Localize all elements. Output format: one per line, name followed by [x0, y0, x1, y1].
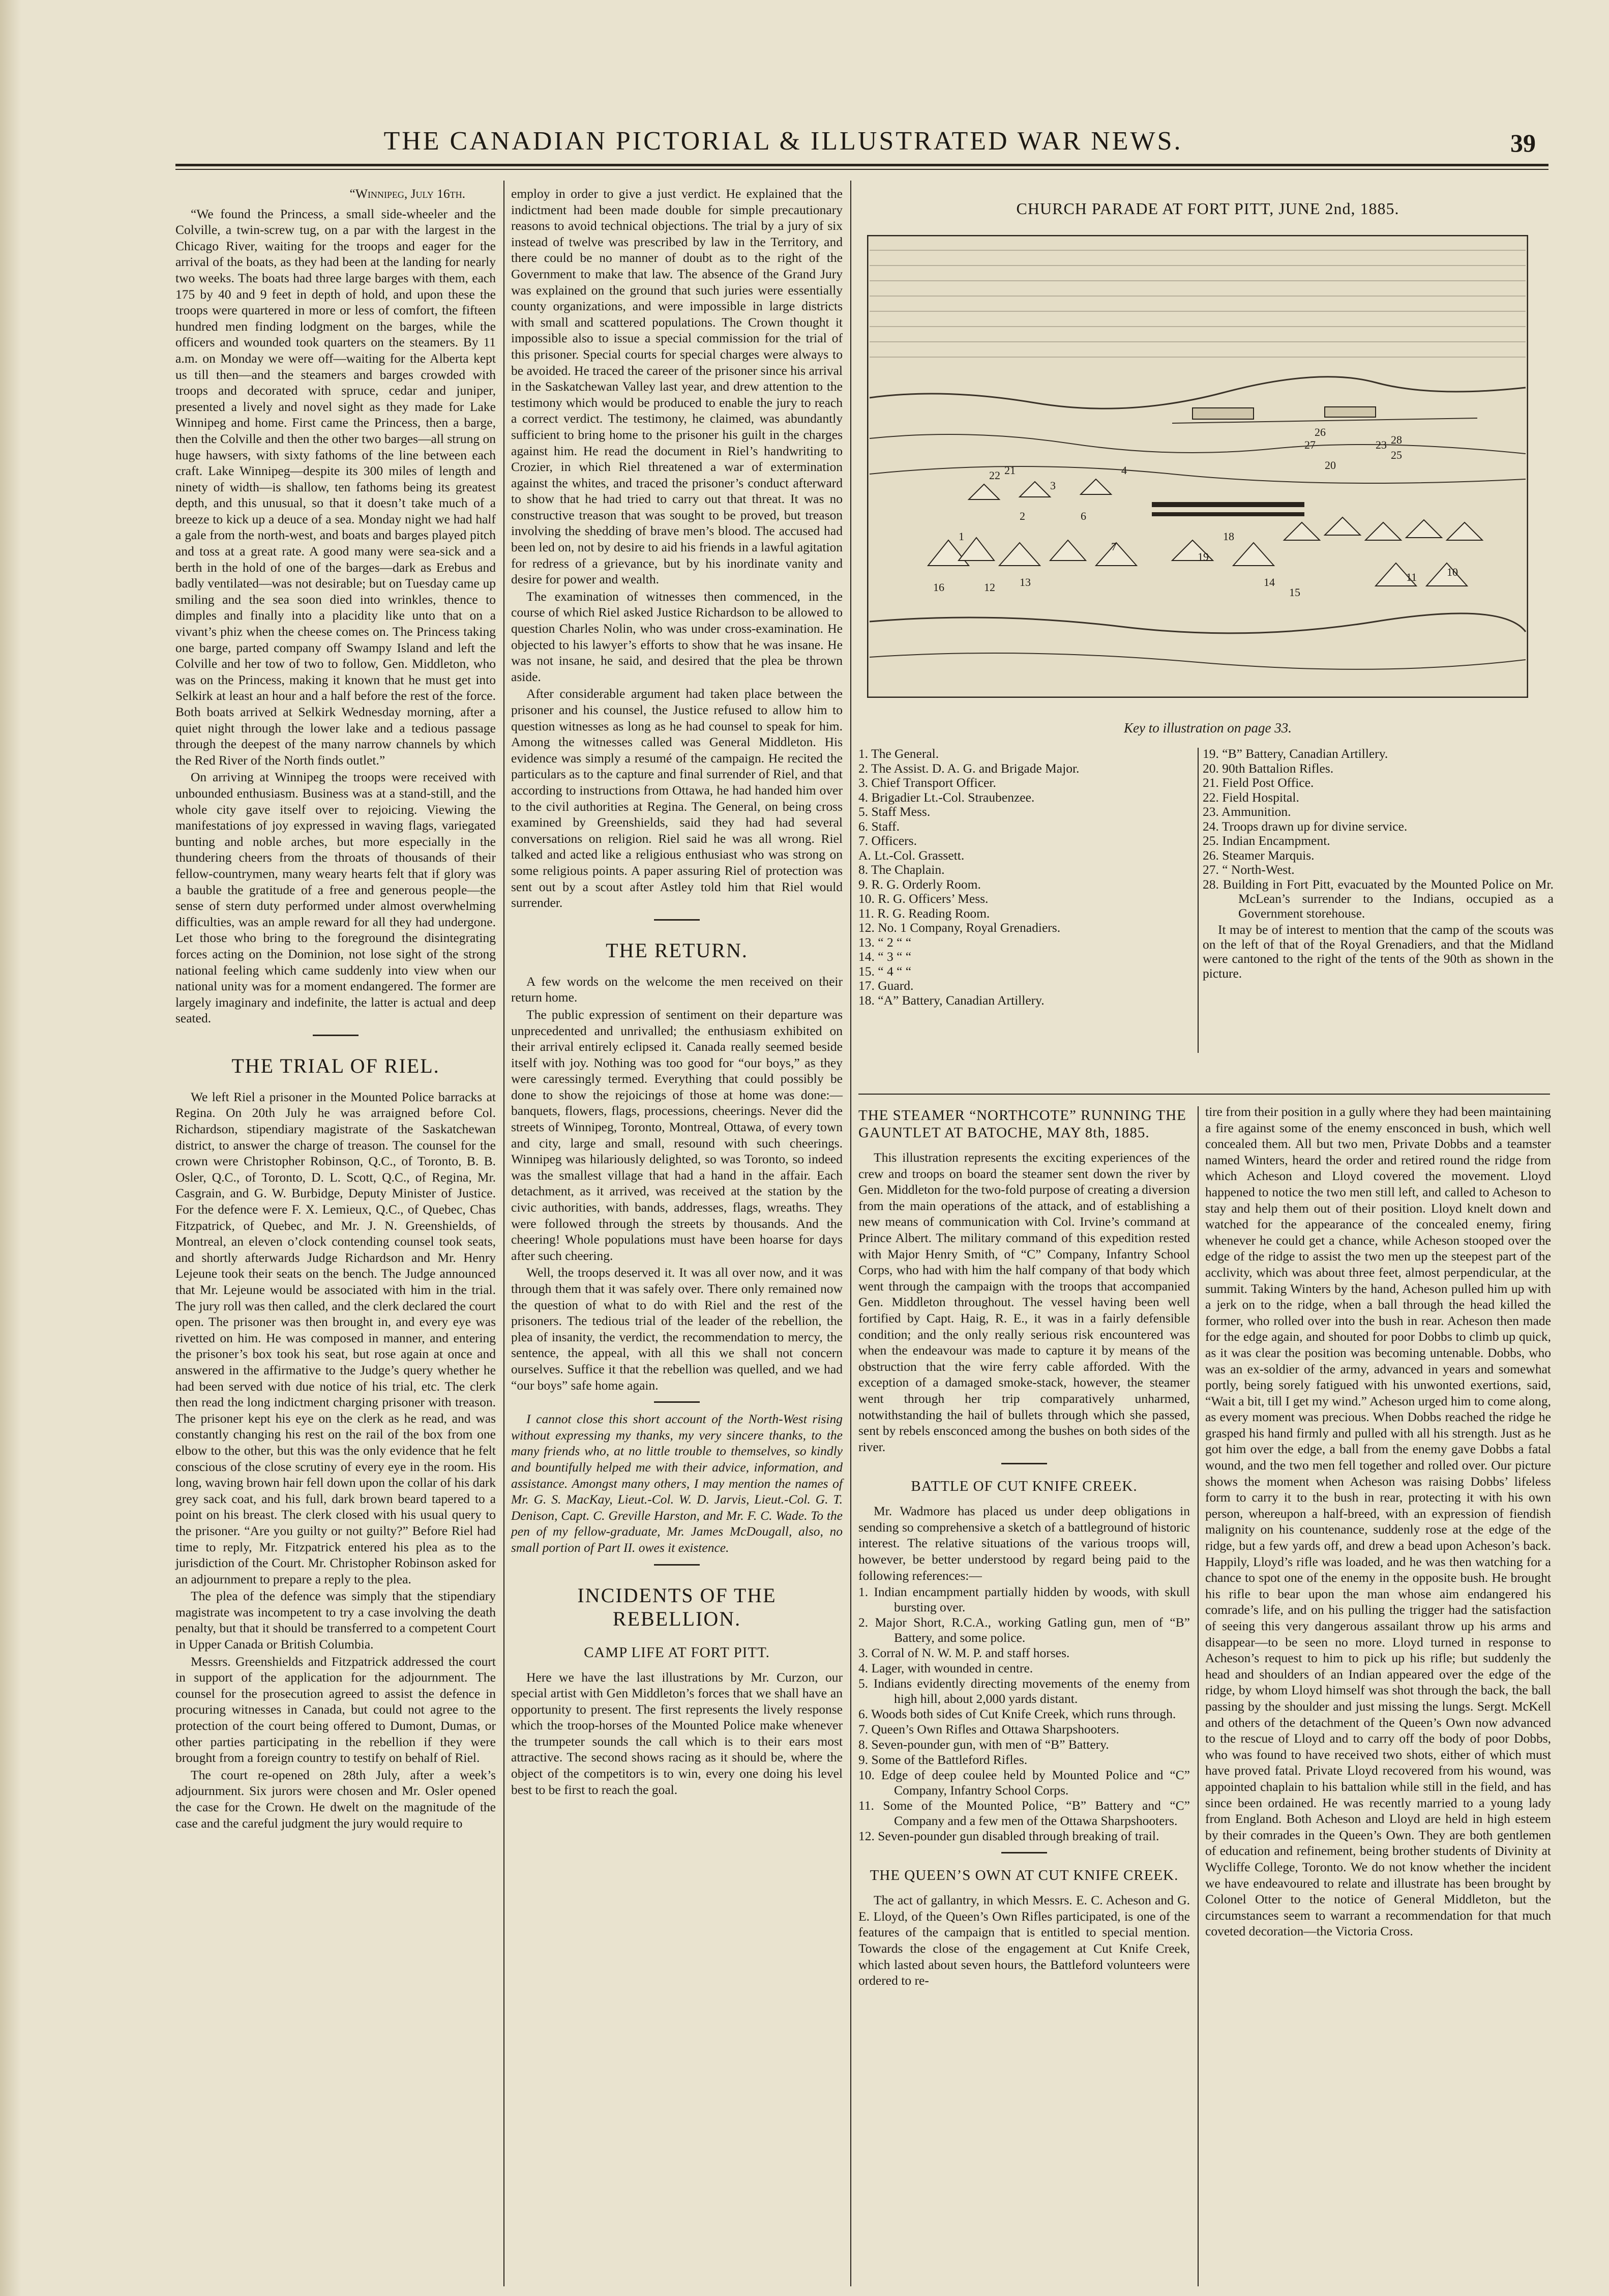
- illustration-key-number: 12: [984, 581, 995, 594]
- illustration-key-number: 7: [1111, 540, 1117, 553]
- illustration-key-number: 10: [1447, 566, 1458, 578]
- key-item: 22. Field Hospital.: [1203, 789, 1299, 805]
- paragraph: The public expression of sentiment on their departure was unprecedented and unrivalled; the enthusiasm exhibited on their arrival entirely eclipsed it. Canada really seemed beside itself with joy. Nothing was too good for “our boys,” as they were caressingly termed. Everything that could possibly be done to show the rejoicings of those at home was done:—banquets, flowers, flags, processions, cheerings. Never did the streets of Winnipeg, Toronto, Montreal, Ottawa, of every town and city, large and small, resound with such cheerings. Winnipeg was hilariously delighted, so was Toronto, so indeed was the smallest village that had a hand in the affair. Each detachment, as it arrived, was received at the station by the civic authorities, with bands, addresses, flags, wreaths. They were followed through the streets by thousands. And the cheering! Whole populations must have been hoarse for days after such cheering.: [511, 1007, 843, 1263]
- illustration-key-number: 4: [1121, 464, 1127, 477]
- key-item: 3. Chief Transport Officer.: [858, 775, 996, 790]
- reference-item: 4. Lager, with wounded in centre.: [858, 1661, 1033, 1676]
- reference-item: 9. Some of the Battleford Rifles.: [858, 1752, 1028, 1768]
- paragraph: On arriving at Winnipeg the troops were received with unbounded enthusiasm. Business was at a stand-still, and the whole city gave itself over to rejoicing. Viewing the manifestations of joy expressed in waving flags, variegated bunting and noble arches, but more especially in the thundering cheers from the throats of thousands of their fellow-countrymen, many weary hearts felt that if glory was a bauble the gratitude of a free and generous people—the sense of stern duty performed under almost overwhelming difficulties, was an ample reward for all they had undergone. Let those who bring to the foreground the disintegrating forces acting on the Dominion, not lose sight of the strong national feeling which came suddenly into view when our national unity was for a moment endangered. The former are largely imaginary and indefinite, the latter is actual and deep seated.: [175, 770, 496, 1026]
- key-item: 13. “ 2 “ “: [858, 934, 912, 950]
- key-item: 4. Brigadier Lt.-Col. Straubenzee.: [858, 789, 1035, 805]
- reference-item: 5. Indians evidently directing movements of the enemy from high hill, about 2,000 yards distant.: [858, 1676, 1190, 1706]
- heading-queens-own: THE QUEEN’S OWN AT CUT KNIFE CREEK.: [870, 1867, 1179, 1884]
- illustration-key-number: 3: [1050, 479, 1056, 492]
- key-item: 17. Guard.: [858, 978, 914, 993]
- section-rule: [654, 1401, 700, 1403]
- page-number: 39: [1510, 129, 1536, 157]
- paragraph: The plea of the defence was simply that the stipendiary magistrate was incompetent to try a case involving the death penalty, but that it should be transferred to a competent Court in Upper Canada or British Columbia.: [175, 1588, 496, 1652]
- key-item: 15. “ 4 “ “: [858, 963, 912, 979]
- paragraph: The examination of witnesses then commenced, in the course of which Riel asked Justice Richardson to be allowed to question Charles Nolin, who was under cross-examination. He objected to his lawyer’s efforts to show that he was insane. He was not insane, he said, and desired that the plea be thrown aside.: [511, 588, 843, 684]
- column-4: [1205, 1104, 1551, 1940]
- paragraph: We left Riel a prisoner in the Mounted Police barracks at Regina. On 20th July he was arraigned before Col. Richardson, stipendiary magistrate of the Saskatchewan district, to answer the charge of treason. The counsel for the crown were Christopher Robinson, Q.C., of Toronto, B. B. Osler, Q.C., of Toronto, D. L. Scott, Q.C., of Regina, Mr. Casgrain, and G. W. Burbidge, Deputy Minister of Justice. For the defence were F. X. Lemieux, Q.C., of Quebec, Chas Fitzpatrick, of Quebec, and Mr. J. N. Greenshields, of Montreal, an eleven o’clock contending counsel took seats, and shortly afterwards Judge Richardson and Mr. Henry Lejeune took their seats on the bench. The Judge announced that Mr. Lejeune would be associated with him in the trial. The jury roll was then called, and the clerk declared the court open. The prisoner was then brought in, and every eye was rivetted on him. He was composed in manner, and entering the prisoner’s box took his seat, but rose again at once and answered in the affirmative to the Judge’s query whether he had been served with due notice of his trial, etc. The clerk then read the long indictment charging prisoner with treason. The prisoner kept his eye on the clerk as he read, and was constantly changing his rest on the rail of the box from one elbow to the other, but this was the only evidence that he felt conscious of the close scrutiny of every eye in the room. His long, waving brown hair fell down upon the collar of his dark grey sack coat, and his full, dark brown beard tapered to a point on his breast. The clerk closed with his usual query to the prisoner. “Are you guilty or not guilty?” Before Riel had time to reply, Mr. Fitzpatrick entered his plea as to the jurisdiction of the Court. Mr. Christopher Robinson asked for an adjournment to prepare a reply to the plea.: [175, 1089, 496, 1586]
- key-item: 18. “A” Battery, Canadian Artillery.: [858, 992, 1045, 1008]
- paragraph: A few words on the welcome the men received on their return home.: [511, 974, 843, 1005]
- illustration-key-number: 25: [1391, 449, 1402, 461]
- illustration-key-number: 11: [1406, 571, 1417, 583]
- key-item: 21. Field Post Office.: [1203, 775, 1314, 790]
- illustration-key-number: 21: [1004, 464, 1016, 477]
- illustration-key-number: 28: [1391, 433, 1402, 446]
- masthead-title: THE CANADIAN PICTORIAL & ILLUSTRATED WAR NEWS.: [383, 127, 1183, 156]
- illustration-key-number: 23: [1376, 438, 1387, 451]
- column-rule-2: [850, 181, 851, 2286]
- reference-item: 1. Indian encampment partially hidden by woods, with skull bursting over.: [858, 1584, 1190, 1615]
- column-1: [175, 186, 496, 1832]
- reference-item: 11. Some of the Mounted Police, “B” Battery and “C” Company and a few men of the Ottawa Sharpshooters.: [858, 1798, 1190, 1829]
- masthead-rule-thin: [175, 169, 1548, 170]
- paragraph: “We found the Princess, a small side-wheeler and the Colville, a twin-screw tug, on a par with the largest in the Chicago River, waiting for the troops and eager for the arrival of the boats, as they had been at the landing for nearly two weeks. The boats had three large barges with them, each 175 by 40 and 9 feet in depth of hold, and upon these the troops were quartered in more or less of comfort, the fifteen hundred men finding lodgment on the barges, while the officers and wounded took quarters on the steamers. By 11 a.m. on Monday we were off—waiting for the Alberta kept us till then—and the steamers and barges crowded with troops and decorated with spruce, cedar and juniper, presented a lively and novel sight as they made for Lake Winnipeg and home. First came the Princess, then a barge, then the Colville and then the other two barges—all strung on huge hawsers, with sixty fathoms of the line between each craft. Lake Winnipeg—despite its 300 miles of length and ninety of width—is shallow, ten fathoms being its greatest depth, and this unusual, so that it doesn’t take much of a breeze to kick up a deuce of a sea. Monday night we had half a gale from the north-west, and boats and barges played pitch and toss at a great rate. A good many were sea-sick and a berth in the hold of one of the barges—dark as Erebus and badly ventilated—was not desirable; but on Tuesday came up smiling and the sea soon died into wrinkles, thence to dimples and finally into a placidity like unto that on a vivant’s phiz when the cheese comes on. The Princess taking one barge, parted company off Swampy Island and left the Colville and her tow of two to follow, Gen. Middleton, who was on the Princess, making it known that he must get into Selkirk at least an hour and a half before the rest of the force. Both boats arrived at Selkirk Wednesday morning, after a quiet night through the lower lake and a tedious passage through the deepest of the many narrow channels by which the Red River of the North finds outlet.”: [175, 206, 496, 768]
- heading-trial-of-riel: THE TRIAL OF RIEL.: [231, 1054, 440, 1077]
- section-rule: [313, 1035, 359, 1036]
- heading-incidents: INCIDENTS OF THE REBELLION.: [577, 1583, 777, 1630]
- key-item: 19. “B” Battery, Canadian Artillery.: [1203, 746, 1388, 761]
- dateline: “Winnipeg, July 16th.: [349, 186, 465, 201]
- key-item: 24. Troops drawn up for divine service.: [1203, 818, 1408, 834]
- illustration-key-right-block: [1203, 747, 1554, 982]
- reference-item: 3. Corral of N. W. M. P. and staff horses.: [858, 1645, 1070, 1661]
- key-item: 7. Officers.: [858, 833, 917, 848]
- heading-cut-knife: BATTLE OF CUT KNIFE CREEK.: [911, 1478, 1138, 1495]
- paragraph: Messrs. Greenshields and Fitzpatrick addressed the court in support of the application for the adjournment. The counsel for the prosecution agreed to assist the defence in procuring witnesses in Canada, but could not agree to the protection of the court being offered to Dumont, Dumas, or other parties participating in the rebellion if they were brought from a foreign country to testify on behalf of Riel.: [175, 1654, 496, 1765]
- key-divider: [1198, 748, 1199, 1053]
- key-item: 5. Staff Mess.: [858, 804, 931, 819]
- church-parade-illustration: [867, 235, 1528, 698]
- key-item: 27. “ North-West.: [1203, 862, 1295, 877]
- key-note: It may be of interest to mention that the camp of the scouts was on the left of that of the Royal Grenadiers, and that the Midland were cantoned to the right of the tents of the 90th as shown in the picture.: [1203, 922, 1554, 981]
- illustration-key-number: 22: [989, 469, 1000, 482]
- key-item: 28. Building in Fort Pitt, evacuated by the Mounted Police on Mr. McLean’s surrender to the Indians, occupied as a Government storehouse.: [1203, 876, 1554, 921]
- reference-item: 10. Edge of deep coulee held by Mounted Police and “C” Company, Infantry School Corps.: [858, 1768, 1190, 1798]
- paragraph: This illustration represents the exciting experiences of the crew and troops on board the steamer sent down the river by Gen. Middleton for the two-fold purpose of creating a diversion from the main operations of the attack, and of establishing a new means of communication with Col. Irvine’s command at Prince Albert. The military command of this expedition rested with Major Henry Smith, of “C” Company, Infantry School Corps, who had with him the half company of that body which went through the campaign with the troops that accompanied Gen. Middleton throughout. The vessel having been well fortified by Capt. Haig, R. E., it was in a fairly defensible condition; and the only really serious risk encountered was when the endeavour was made to capture it by means of the obstruction that the wire ferry cable afforded. With the exception of a damaged smoke-stack, however, the steamer went through her trip comparatively unharmed, notwithstanding the hail of bullets through which she passed, sent by rebels ensconced among the bushes on both sides of the river.: [858, 1150, 1190, 1454]
- key-item: 11. R. G. Reading Room.: [858, 905, 990, 921]
- illustration-title: CHURCH PARADE AT FORT PITT, JUNE 2nd, 1885.: [1016, 199, 1399, 218]
- illustration-key-number: 6: [1081, 510, 1086, 522]
- heading-the-return: THE RETURN.: [606, 938, 748, 962]
- key-bottom-rule: [858, 1094, 1550, 1095]
- paragraph: The court re-opened on 28th July, after a week’s adjournment. Six jurors were chosen and Mr. Osler opened the case for the Crown. He dwelt on the magnitude of the case and the careful judgment the jury would require to: [175, 1767, 496, 1831]
- key-item: 6. Staff.: [858, 818, 900, 834]
- illustration-key-number: 1: [959, 530, 964, 543]
- key-item: 10. R. G. Officers’ Mess.: [858, 891, 989, 906]
- paragraph: employ in order to give a just verdict. He explained that the indictment had been made double for simple precautionary reasons to avoid technical objections. The trial by a jury of six instead of twelve was prescribed by law in the Territory, and there could be no manner of doubt as to the right of the Government to make that law. The absence of the Grand Jury was explained on the ground that such juries were essentially county organizations, and were impossible in large districts with small and scattered populations. The Crown thought it impossible also to issue a special commission for the trial of this prisoner. Special courts for special charges were always to be avoided. He traced the career of the prisoner since his arrival in the Saskatchewan Valley last year, and drew attention to the testimony which would be produced to enable the jury to reach a correct verdict. The testimony, he claimed, was abundantly sufficient to bring home to the prisoner his guilt in the charges against him. He read the document in Riel’s handwriting to Crozier, in which Riel threatened a war of extermination against the whites, and traced the prisoner’s conduct afterward to show that he had tried to carry out that threat. It was no constructive treason that was sought to be proved, but treason involving the shedding of brave men’s blood. The accused had been led on, not by desire to aid his friends in a lawful agitation for redress of a grievance, but by his inordinate vanity and desire for power and wealth.: [511, 186, 843, 587]
- illustration-key-number: 26: [1315, 426, 1326, 438]
- key-item: 14. “ 3 “ “: [858, 949, 912, 964]
- reference-item: 7. Queen’s Own Rifles and Ottawa Sharpshooters.: [858, 1722, 1119, 1737]
- column-2: [511, 186, 843, 1799]
- key-item: 26. Steamer Marquis.: [1203, 847, 1315, 863]
- illustration-key-number: 14: [1264, 576, 1275, 588]
- key-item: 23. Ammunition.: [1203, 804, 1291, 819]
- section-rule: [654, 1564, 700, 1566]
- illustration-key-number: 16: [933, 581, 944, 594]
- column-rule-3: [1198, 1106, 1199, 2286]
- heading-camp-life: CAMP LIFE AT FORT PITT.: [584, 1644, 770, 1661]
- key-item: 2. The Assist. D. A. G. and Brigade Major.: [858, 760, 1080, 776]
- author-note: I cannot close this short account of the North-West rising without expressing my thanks, my very sincere thanks, to the many friends who, at no little trouble to themselves, so kindly and bountifully helped me with their advice, information, and assistance. Amongst many others, I may mention the names of Mr. G. S. MacKay, Lieut.-Col. W. D. Jarvis, Lieut.-Col. G. T. Denison, Capt. C. Greville Harston, and Mr. F. C. Wade. To the pen of my fellow-graduate, Mr. James McDougall, also, no small portion of Part II. owes it existence.: [511, 1411, 843, 1555]
- illustration-key-number: 13: [1020, 576, 1031, 588]
- key-item: 20. 90th Battalion Rifles.: [1203, 760, 1334, 776]
- section-rule: [654, 919, 700, 921]
- paragraph: The act of gallantry, in which Messrs. E. C. Acheson and G. E. Lloyd, of the Queen’s Own Rifles participated, is one of the features of the campaign that is entitled to special mention. Towards the close of the engagement at Cut Knife Creek, which lasted about seven hours, the Battleford volunteers were ordered to re-: [858, 1893, 1190, 1988]
- heading-northcote: THE STEAMER “NORTHCOTE” RUNNING THE GAUNTLET AT BATOCHE, MAY 8th, 1885.: [858, 1107, 1186, 1141]
- reference-item: 8. Seven-pounder gun, with men of “B” Battery.: [858, 1737, 1109, 1752]
- illustration-key-number: 18: [1223, 530, 1234, 543]
- key-item: 8. The Chaplain.: [858, 862, 945, 877]
- key-item: 25. Indian Encampment.: [1203, 833, 1330, 848]
- key-item: 12. No. 1 Company, Royal Grenadiers.: [858, 920, 1061, 935]
- column-3: [858, 1104, 1190, 1990]
- illustration-key-number: 20: [1325, 459, 1336, 472]
- illustration-key-left: [858, 747, 1194, 1008]
- key-item: 1. The General.: [858, 746, 939, 761]
- paragraph: After considerable argument had taken place between the prisoner and his counsel, the Justice refused to allow him to question witnesses as long as he had counsel to speak for him. Among the witnesses called was General Middleton. His evidence was simply a resumé of the campaign. He recited the particulars as to the capture and final surrender of Riel, and that according to instructions from Ottawa, he had handed him over to the civil authorities at Regina. The General, on being cross examined by Greenshields, said they had had several conversations on religion. Riel said he was all wrong. Riel talked and acted like a religious enthusiast who was strong on some religious points. A paper assuring Riel of protection was sent out by a scout after Astley told him that Riel would surrender.: [511, 686, 843, 910]
- column-rule-1: [503, 181, 504, 2286]
- masthead-rule: [175, 164, 1548, 166]
- illustration-caption: Key to illustration on page 33.: [1124, 720, 1292, 735]
- paragraph: tire from their position in a gully where they had been maintaining a fire against some of the enemy ensconced in bush, which well concealed them. All but two men, Private Dobbs and a teamster named Winters, heard the order and retired round the ridge from which Acheson and Lloyd covered the movement. Lloyd happened to notice the two men still left, and called to Acheson to stay and help them out of their position. Lloyd knelt down and watched for the appearance of the concealed enemy, firing whenever he could get a chance, while Acheson stooped over the edge of the ridge to assist the two men up the steepest part of the acclivity, which was about three feet, almost perpendicular, at the summit. Taking Winters by the hand, Acheson pulled him up with a jerk on to the ridge, when a ball through the head killed the former, who rolled over into the bush in rear. Acheson then made for the edge again, and shouted for poor Dobbs to climb up quick, as it was clear the position was becoming untenable. Dobbs, who was an ex-soldier of the army, advanced in years and somewhat portly, being sorely fatigued with his unwonted exertions, said, “Wait a bit, till I get my wind.” Acheson urged him to come along, as every moment was precious. When Dobbs reached the ridge he grasped his hand firmly and pulled with all his strength. Just as he got him over the edge, a ball from the enemy gave Dobbs a fatal wound, and the two men fell together and rolled over. Our picture shows the moment when Acheson was raising Dobbs’ lifeless form to carry it to the bush in rear, protecting it with his own person, whereupon a half-breed, with an expression of fiendish malignity on his countenance, suddenly rose at the edge of the ridge, but a few yards off, and drew a bead upon Acheson’s back. Happily, Lloyd’s rifle was loaded, and he was then watching for a chance to spot one of the enemy in the opposite bush. He brought his rifle to bear upon the man whose aim endangered his comrade’s life, and on his pulling the trigger had the satisfaction of seeing this very dangerous assailant throw up his arms and disappear—to be seen no more. Lloyd turned in response to Acheson’s request to him to pick up his rifle; but suddenly the head and shoulders of an Indian appeared over the edge of the ridge, by whom Lloyd himself was shot through the back, the ball passing by the shoulder and just missing the lungs. Sergt. McKell and others of the detachment of the Queen’s Own now advanced to the rescue of Lloyd and to carry off the body of poor Dobbs, who was found to have received two shots, either of which must have proved fatal. Private Lloyd recovered from his wound, was appointed chaplain to his battalion while still in the field, and has since been ordained. He was recently married to a young lady from England. Both Acheson and Lloyd are held in high esteem by their comrades in the Queen’s Own. They are both gentlemen of education and refinement, being brother students of Divinity at Wycliffe College, Toronto. We do not know whether the incident we have endeavoured to relate and illustrate has been brought by Colonel Otter to the notice of General Middleton, but the circumstances seem to warrant a recommendation for that much coveted decoration—the Victoria Cross.: [1205, 1104, 1551, 1939]
- key-item: A. Lt.-Col. Grassett.: [858, 847, 965, 863]
- reference-item: 2. Major Short, R.C.A., working Gatling gun, men of “B” Battery, and some police.: [858, 1615, 1190, 1645]
- illustration-key-number: 27: [1304, 438, 1316, 451]
- illustration-key-number: 15: [1289, 586, 1300, 599]
- section-rule: [1001, 1852, 1047, 1853]
- paragraph: Mr. Wadmore has placed us under deep obligations in sending so comprehensive a sketch of a battleground of historic interest. The relative situations of the various troops will, however, be better understood by regard being paid to the following references:—: [858, 1504, 1190, 1583]
- battle-references: [858, 1584, 1190, 1844]
- reference-item: 6. Woods both sides of Cut Knife Creek, which runs through.: [858, 1706, 1176, 1722]
- reference-item: 12. Seven-pounder gun disabled through breaking of trail.: [858, 1829, 1159, 1844]
- key-item: 9. R. G. Orderly Room.: [858, 876, 981, 892]
- paragraph: Well, the troops deserved it. It was all over now, and it was through them that it was safely over. There only remained now the question of what to do with Riel and the rest of the prisoners. The tedious trial of the leader of the rebellion, the plea of insanity, the verdict, the recommendation to mercy, the sentence, the appeal, with all this we shall not concern ourselves. Suffice it that the rebellion was quelled, and we had “our boys” safe home again.: [511, 1265, 843, 1393]
- illustration-key-number: 2: [1020, 510, 1025, 522]
- paragraph: Here we have the last illustrations by Mr. Curzon, our special artist with Gen Middleton’s forces that we shall have an opportunity to present. The first represents the lively response which the troop-horses of the Mounted Police make whenever the trumpeter sounds the call which is to their ears most attractive. The second shows racing as it should be, where the object of the competitors is to win, every one doing his level best to be first to reach the goal.: [511, 1669, 843, 1797]
- page-edge: [0, 0, 21, 2296]
- section-rule: [1001, 1463, 1047, 1464]
- illustration-key-right: [1203, 747, 1554, 921]
- illustration-key-number: 19: [1198, 550, 1209, 563]
